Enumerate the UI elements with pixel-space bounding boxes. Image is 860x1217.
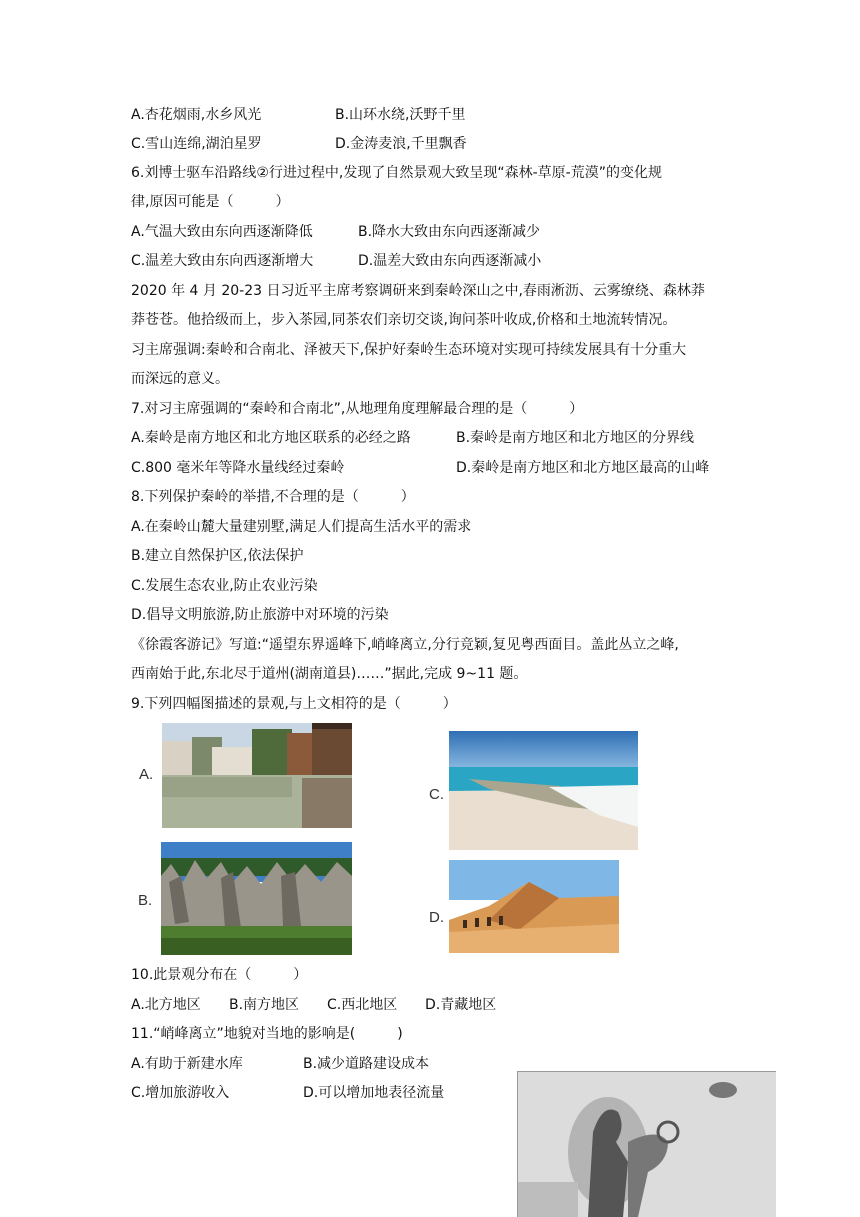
photo-c-beach <box>449 731 638 850</box>
q6-stem-line1: 6.刘博士驱车沿路线②行进过程中,发现了自然景观大致呈现“森林-草原-荒漠”的变化规 <box>131 165 662 181</box>
q8-option-b: B.建立自然保护区,依法保护 <box>131 548 304 564</box>
q11-stem: 11.“峭峰离立”地貌对当地的影响是( ) <box>131 1026 403 1042</box>
q7-stem: 7.对习主席强调的“秦岭和合南北”,从地理角度理解最合理的是（ ） <box>131 401 584 417</box>
q5-option-c: C.雪山连绵,湖泊星罗 <box>131 136 262 152</box>
q8-stem: 8.下列保护秦岭的举措,不合理的是（ ） <box>131 489 415 505</box>
q6-option-c: C.温差大致由东向西逐渐增大 <box>131 253 314 269</box>
q5-option-d: D.金涛麦浪,千里飘香 <box>335 136 467 152</box>
q8-option-a: A.在秦岭山麓大量建别墅,满足人们提高生活水平的需求 <box>131 519 472 535</box>
photo-a-water-town <box>162 723 352 828</box>
q10-option-a: A.北方地区 <box>131 997 201 1013</box>
photo-b-stone-forest <box>161 842 352 955</box>
q8-option-c: C.发展生态农业,防止农业污染 <box>131 578 318 594</box>
q9-stem: 9.下列四幅图描述的景观,与上文相符的是（ ） <box>131 696 457 712</box>
q11-option-a: A.有助于新建水库 <box>131 1056 243 1072</box>
q11-option-c: C.增加旅游收入 <box>131 1085 230 1101</box>
q7-option-b: B.秦岭是南方地区和北方地区的分界线 <box>456 430 695 446</box>
passage2-line1: 《徐霞客游记》写道:“遥望东界遥峰下,峭峰离立,分行竞颖,复见粤西面目。盖此丛立之峰, <box>131 637 679 653</box>
photo-d-label: D. <box>429 909 444 926</box>
passage1-line2: 莽苍苍。他拾级而上，步入茶园,同茶农们亲切交谈,询问茶叶收成,价格和土地流转情况。 <box>131 312 677 328</box>
photo-a-label: A. <box>139 766 154 783</box>
q6-option-d: D.温差大致由东向西逐渐减小 <box>358 253 542 269</box>
passage2-line2: 西南始于此,东北尽于道州(湖南道县)……”据此,完成 9~11 题。 <box>131 666 528 682</box>
q7-option-c: C.800 毫米年等降水量线经过秦岭 <box>131 460 345 476</box>
photo-d-desert <box>449 860 619 953</box>
q10-option-d: D.青藏地区 <box>425 997 497 1013</box>
photo-c-label: C. <box>429 786 444 803</box>
q6-option-a: A.气温大致由东向西逐渐降低 <box>131 224 313 240</box>
q10-option-c: C.西北地区 <box>327 997 398 1013</box>
q6-option-b: B.降水大致由东向西逐渐减少 <box>358 224 541 240</box>
sketch-image <box>517 1071 776 1217</box>
photo-b-label: B. <box>138 892 153 909</box>
q6-stem-line2: 律,原因可能是（ ） <box>131 194 290 210</box>
q10-stem: 10.此景观分布在（ ） <box>131 967 308 983</box>
passage1-line4: 而深远的意义。 <box>131 371 229 387</box>
passage1-line1: 2020 年 4 月 20-23 日习近平主席考察调研来到秦岭深山之中,春雨淅沥、云雾缭绕、森林莽 <box>131 283 705 299</box>
q8-option-d: D.倡导文明旅游,防止旅游中对环境的污染 <box>131 607 389 623</box>
q11-option-b: B.减少道路建设成本 <box>303 1056 430 1072</box>
passage1-line3: 习主席强调:秦岭和合南北、泽被天下,保护好秦岭生态环境对实现可持续发展具有十分重大 <box>131 342 687 358</box>
q7-option-d: D.秦岭是南方地区和北方地区最高的山峰 <box>456 460 710 476</box>
q7-option-a: A.秦岭是南方地区和北方地区联系的必经之路 <box>131 430 411 446</box>
q11-option-d: D.可以增加地表径流量 <box>303 1085 445 1101</box>
q5-option-a: A.杏花烟雨,水乡风光 <box>131 107 262 123</box>
q10-option-b: B.南方地区 <box>229 997 300 1013</box>
q5-option-b: B.山环水绕,沃野千里 <box>335 107 466 123</box>
